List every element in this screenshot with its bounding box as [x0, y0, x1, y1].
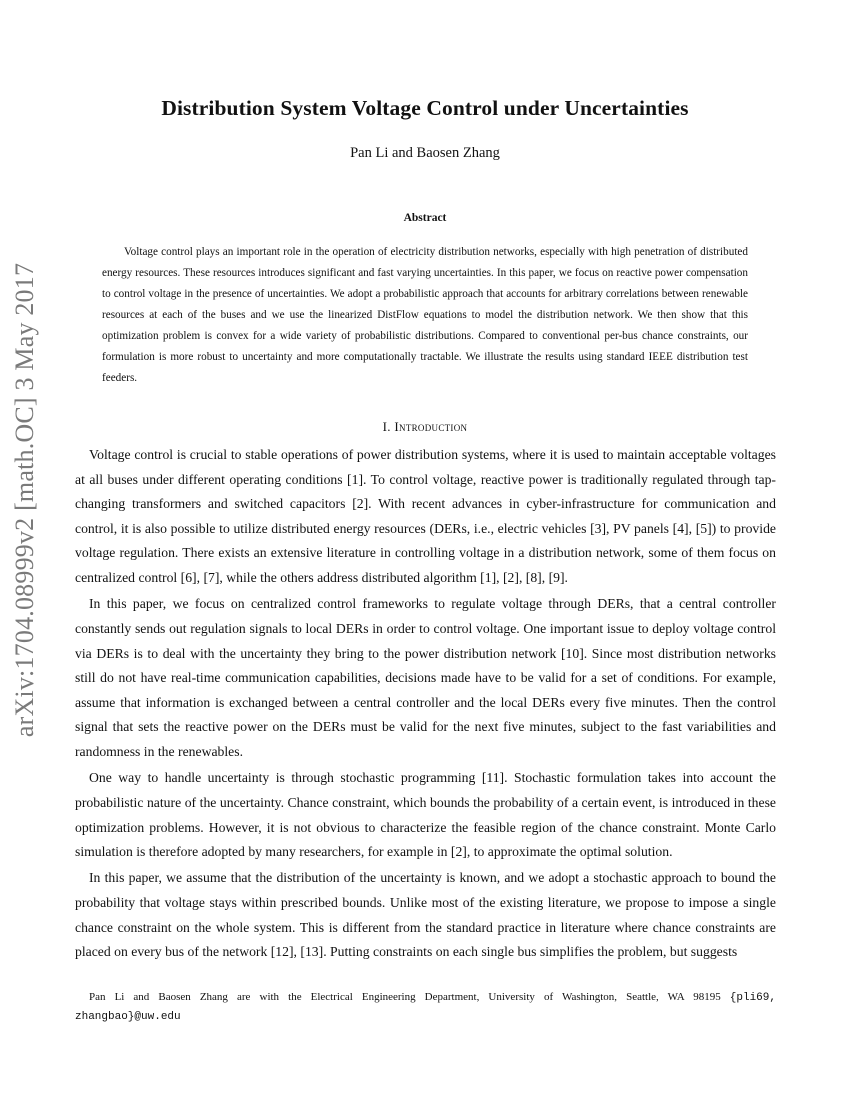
body-paragraph-3: One way to handle uncertainty is through stochastic programming [11]. Stochastic formulation takes into account the probabilistic nature of the uncertainty. Chance constraint, which bounds the probability of a certain event, is introduced in these optimization problems. However, it is not obvious to characterize the feasible region of the chance constraint. Monte Carlo simulation is therefore adopted by many researchers, for example in [2], to approximate the optimal solution.	[75, 770, 776, 860]
arxiv-identifier-text: arXiv:1704.08999v2 [math.OC] 3 May 2017	[10, 262, 39, 738]
footnote-text: Pan Li and Baosen Zhang are with the Electrical Engineering Department, University of Washington, Seattle, WA 98195	[89, 991, 730, 1003]
body-paragraph-4: In this paper, we assume that the distribution of the uncertainty is known, and we adopt a stochastic approach to bound the probability that voltage stays within prescribed bounds. Unlike most of the existing literature, we propose to impose a single chance constraint on the whole system. This is different from the standard practice in literature where chance constraints are placed on every bus of the network [12], [13]. Putting constraints on each single bus simplifies the problem, but suggests	[75, 870, 776, 960]
paper-authors: Pan Li and Baosen Zhang	[350, 145, 500, 161]
arxiv-margin-stamp	[2, 242, 48, 758]
abstract-heading: Abstract	[403, 212, 447, 224]
body-paragraph-2: In this paper, we focus on centralized control frameworks to regulate voltage through DERs, that a central controller constantly sends out regulation signals to local DERs in order to control voltage. One important issue to deploy voltage control via DERs is to deal with the uncertainty they bring to the power distribution network [10]. Since most distribution networks still do not have real-time communication capabilities, decisions made have to be valid for a set of conditions. For example, assume that information is exchanged between a central controller and the local DERs every five minutes. Then the control signal that sets the reactive power on the DERs must be valid for the next five minutes, subject to the fast variabilities and randomness in the renewables.	[75, 596, 776, 759]
body-paragraph-1: Voltage control is crucial to stable operations of power distribution systems, where it is used to maintain acceptable voltages at all buses under different operating conditions [1]. To control voltage, reactive power is traditionally regulated through tap-changing transformers and switched capacitors [2]. With recent advances in cyber-infrastructure for communication and control, it is also possible to utilize distributed energy resources (DERs, i.e., electric vehicles [3], PV panels [4], [5]) to provide voltage regulation. There exists an extensive literature in controlling voltage in a distribution network, some of them focus on centralized control [6], [7], while the others address distributed algorithm [1], [2], [8], [9].	[75, 447, 776, 585]
abstract-text: Voltage control plays an important role in the operation of electricity distribution networks, especially with high penetration of distributed energy resources. These resources introduces significant and fast varying uncertainties. In this paper, we focus on reactive power compensation to control voltage in the presence of uncertainties. We adopt a probabilistic approach that accounts for arbitrary correlations between renewable resources at each of the buses and we use the linearized DistFlow equations to model the distribution network. We then show that this optimization problem is convex for a wide variety of probabilistic distributions. Compared to conventional per-bus chance constraints, our formulation is more robust to uncertainty and more computationally tractable. We illustrate the results using standard IEEE distribution test feeders.	[102, 246, 748, 384]
footnote-emails: {pli69, zhangbao}@uw.edu	[75, 992, 776, 1023]
author-affiliation-footnote	[75, 988, 776, 1026]
section-heading-introduction	[0, 419, 850, 435]
section-title: Introduction	[394, 419, 468, 434]
section-numeral: I.	[382, 419, 391, 434]
body-text-column	[75, 443, 776, 967]
paper-title: Distribution System Voltage Control under Uncertainties	[161, 96, 689, 120]
